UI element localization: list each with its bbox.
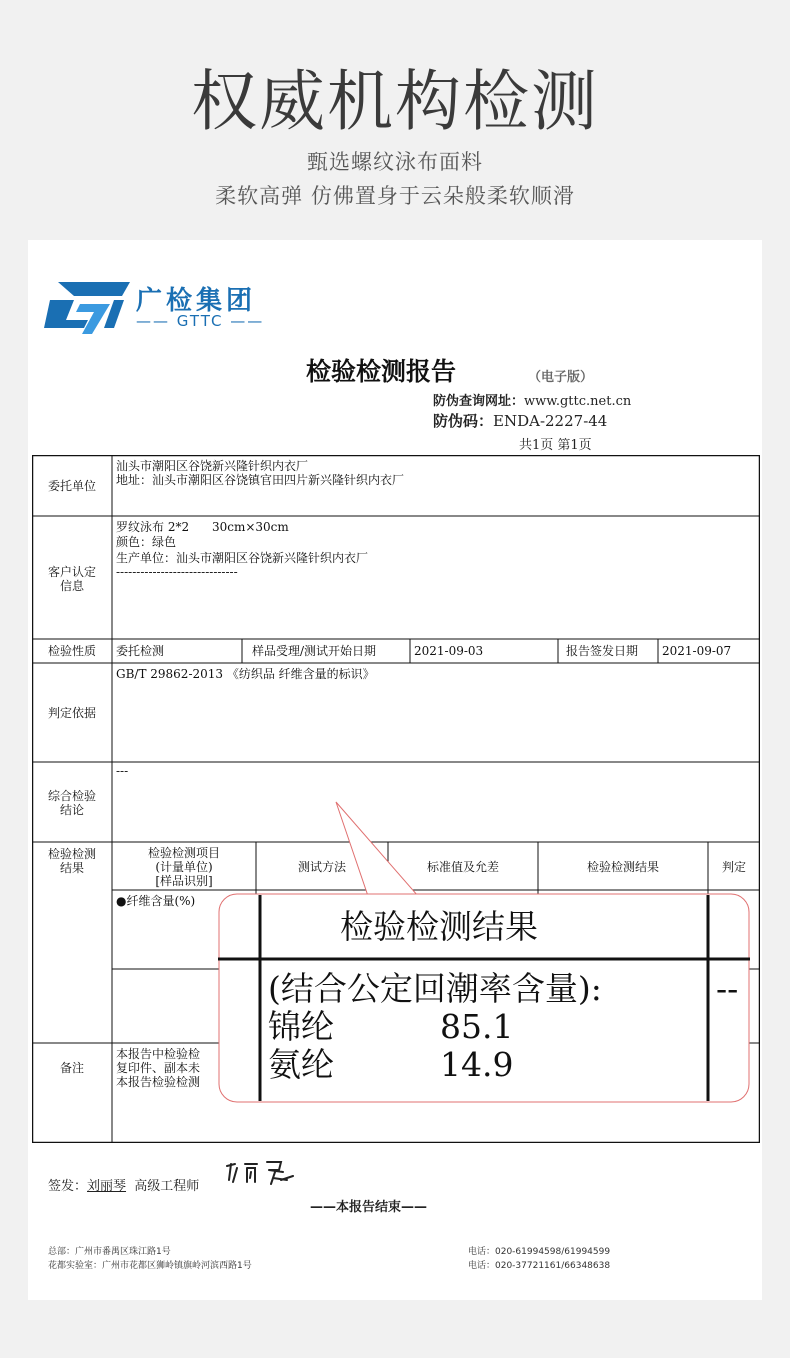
nature-label: 检验性质: [47, 644, 96, 658]
customer-info-label-1: 客户认定: [47, 565, 96, 579]
col-item-2: (计量单位): [155, 860, 213, 874]
verify-url-line: [433, 390, 631, 409]
client-address: 地址：汕头市潮阳区谷饶镇官田四片新兴隆针织内衣厂: [116, 473, 405, 487]
footer-hq-address: 总部：广州市番禺区珠江路1号: [48, 1247, 171, 1257]
result-label-1: 检验检测: [47, 847, 96, 861]
banner-subtitle-1: 甄选螺纹泳布面料: [307, 150, 483, 174]
footer-tel-1: 电话：020-61994598/61994599: [468, 1247, 611, 1257]
col-judge: 判定: [721, 860, 746, 874]
issue-date-label: 报告签发日期: [566, 644, 639, 658]
report-edition: （电子版）: [528, 370, 594, 385]
fiber-2-value: 14.9: [440, 1045, 514, 1084]
signer-title: 高级工程师: [134, 1179, 200, 1194]
report-document: [28, 240, 762, 1300]
callout-header: 检验检测结果: [340, 907, 538, 946]
report-title: 检验检测报告: [306, 357, 457, 386]
customer-info-label-2: 信息: [59, 579, 84, 593]
conclusion-value: ---: [116, 764, 129, 778]
logo-en-text: GTTC: [176, 312, 224, 330]
callout-pointer: [328, 800, 438, 900]
nature-value: 委托检测: [116, 644, 165, 658]
anti-fake-code-line: [433, 410, 607, 431]
client-name: 汕头市潮阳区谷饶新兴隆针织内衣厂: [116, 459, 309, 473]
remark-label: 备注: [59, 1061, 84, 1075]
client-label: 委托单位: [47, 479, 96, 493]
logo-chinese-name: 广检集团: [136, 286, 257, 316]
sample-color: 颜色：绿色: [116, 535, 177, 549]
verify-label: 防伪查询网址：: [433, 394, 525, 409]
signer-name: 刘丽琴: [87, 1179, 127, 1194]
signature-line: [48, 1175, 199, 1194]
verify-url[interactable]: www.gttc.net.cn: [524, 394, 632, 409]
col-result: 检验检测结果: [586, 860, 659, 874]
issue-date-value: 2021-09-07: [662, 644, 732, 658]
col-item-3: [样品识别]: [155, 874, 213, 888]
gttc-logo-icon: [44, 278, 130, 334]
footer-lab-address: 花都实验室：广州市花都区狮岭镇旗岭河滨西路1号: [48, 1261, 252, 1271]
banner-subtitle-2: 柔软高弹 仿佛置身于云朵般柔软顺滑: [215, 184, 575, 208]
remark-line-3: 本报告检验检测: [116, 1075, 201, 1089]
col-method: 测试方法: [297, 860, 346, 874]
result-label-2: 结果: [59, 861, 84, 875]
start-date-label: 样品受理/测试开始日期: [252, 644, 377, 658]
logo-english-name: —— GTTC ——: [136, 312, 265, 330]
sign-label: 签发：: [48, 1179, 88, 1194]
handwritten-signature: [223, 1158, 303, 1188]
sample-description: 罗纹泳布 2*2 30cm×30cm: [116, 520, 289, 534]
result-callout: [218, 893, 750, 1103]
start-date-value: 2021-09-03: [414, 644, 484, 658]
conclusion-label-2: 结论: [59, 803, 84, 817]
code-label: 防伪码：: [433, 412, 494, 430]
sample-maker: 生产单位：汕头市潮阳区谷饶新兴隆针织内衣厂: [116, 551, 369, 565]
conclusion-label-1: 综合检验: [47, 789, 96, 803]
banner-title: 权威机构检测: [191, 63, 599, 140]
footer-tel-2: 电话：020-37721161/66348638: [468, 1261, 611, 1271]
code-value: ENDA-2227-44: [493, 412, 608, 430]
fiber-1-name: 锦纶: [268, 1007, 334, 1046]
basis-value: GB/T 29862-2013 《纺织品 纤维含量的标识》: [116, 667, 375, 681]
col-item-1: 检验检测项目: [147, 846, 220, 860]
basis-label: 判定依据: [47, 706, 96, 720]
report-end: ——本报告结束——: [310, 1200, 428, 1215]
remark-line-2: 复印件、副本未: [116, 1061, 201, 1075]
fiber-2-name: 氨纶: [268, 1045, 334, 1084]
page-count: 共1页 第1页: [519, 438, 592, 453]
remark-line-1: 本报告中检验检: [116, 1047, 201, 1061]
col-standard: 标准值及允差: [426, 860, 499, 874]
fiber-1-value: 85.1: [440, 1007, 514, 1046]
callout-note: (结合公定回潮率含量):: [268, 969, 602, 1008]
sample-dash-line: ------------------------------: [116, 565, 238, 579]
callout-dash: --: [716, 969, 739, 1008]
row-fiber-content: ●纤维含量(%): [116, 894, 196, 908]
